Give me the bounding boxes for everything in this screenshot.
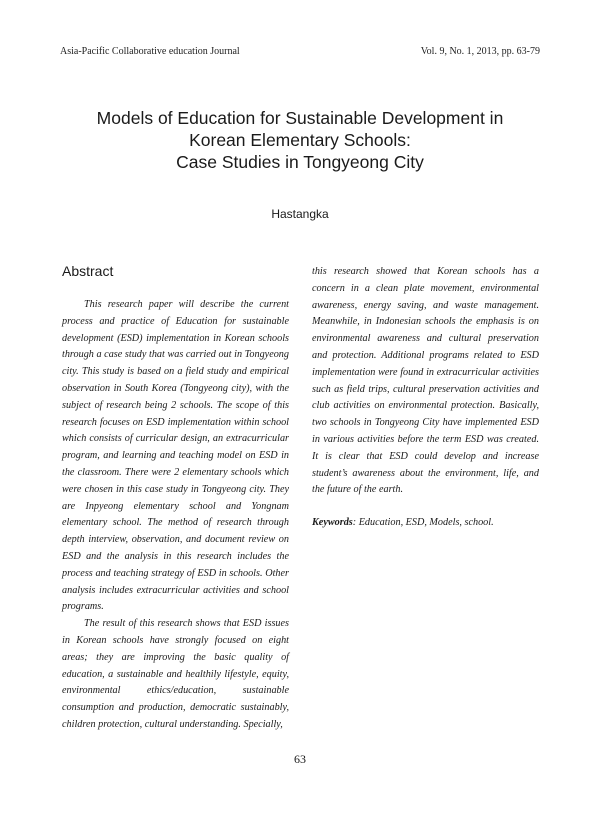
abstract-left-column xyxy=(62,297,289,734)
keywords-label: Keywords xyxy=(312,517,353,529)
title-line-2: Korean Elementary Schools: xyxy=(189,130,411,150)
journal-name: Asia-Pacific Collaborative education Journal xyxy=(60,46,240,57)
abstract-paragraph-2: The result of this research shows that ESD issues in Korean schools have strongly focused on eight areas; they are improving the basic quality of education, a sustainable and healthily lifestyle, equity, environmental ethics/education, sustainable consumption and production, democratic sustainably, children protection, cultural understanding. Specially, xyxy=(62,618,289,730)
title-line-1: Models of Education for Sustainable Development in xyxy=(96,108,504,128)
title-line-3: Case Studies in Tongyeong City xyxy=(176,152,424,172)
volume-info: Vol. 9, No. 1, 2013, pp. 63-79 xyxy=(420,46,540,57)
abstract-right-column xyxy=(312,264,539,532)
page-number: 63 xyxy=(294,752,306,766)
keywords-line xyxy=(312,515,539,532)
paper-title xyxy=(0,107,600,173)
abstract-paragraph-1: This research paper will describe the current process and practice of Education for sustainable development (ESD) implementation in Korean schools through a case study that was carried out in Tongyeong city. This study is based on a field study and empirical observation in South Korea (Tongyeong city), with the subject of research being 2 schools. The scope of this research focuses on ESD implementation within school which consists of curricular design, an extracurricular program, and learning and teaching model on ESD in the classroom. There were 2 elementary schools which were chosen in this case study in Tongyeong city. They are Inpyeong elementary school and Yongnam elementary school. The method of research through depth interview, observation, and document review on ESD and the analysis in this research includes the process and teaching strategy of ESD in schools. Other analysis includes extracurricular activities and school programs. xyxy=(62,299,289,613)
abstract-paragraph-2-continued: this research showed that Korean schools has a concern in a clean plate movement, environmental awareness, energy saving, and waste management. Meanwhile, in Indonesian schools the emphasis is on environmental awareness and cultural preservation and protection. Additional programs related to ESD implementation were found in extracurricular activities such as field trips, cultural preservation activities and club activities on environmental protection. Basically, two schools in Tongyeong City have implemented ESD in various activities before the term ESD was created. It is clear that ESD could develop and increase student’s awareness about the environment, life, and the future of the earth. xyxy=(312,266,539,496)
abstract-heading: Abstract xyxy=(62,263,114,279)
keywords-list: : Education, ESD, Models, school. xyxy=(352,517,494,529)
author-name: Hastangka xyxy=(271,207,329,221)
